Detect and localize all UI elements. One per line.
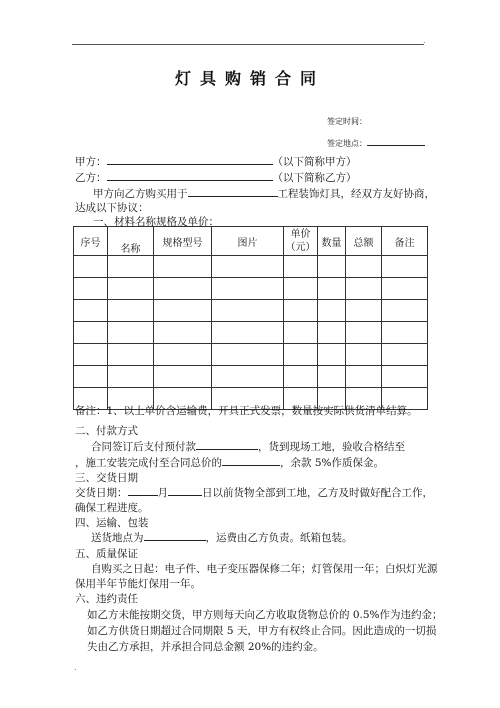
table-cell bbox=[108, 300, 154, 322]
table-cell bbox=[382, 322, 428, 344]
table-cell bbox=[346, 344, 382, 366]
table-cell bbox=[382, 344, 428, 366]
table-cell bbox=[346, 278, 382, 300]
table-cell bbox=[318, 256, 346, 278]
table-cell bbox=[154, 366, 212, 388]
table-header-row bbox=[74, 227, 428, 256]
table-cell bbox=[108, 344, 154, 366]
table-cell bbox=[284, 366, 318, 388]
intro-part-2: 工程装饰灯具，经双方友好协商， bbox=[277, 188, 435, 200]
party-b-label: 乙方： bbox=[75, 172, 107, 184]
intro-line-1 bbox=[93, 186, 435, 201]
table-cell bbox=[108, 278, 154, 300]
table-cell bbox=[318, 322, 346, 344]
header-mark: . bbox=[423, 36, 426, 45]
intro-line-2: 达成以下协议： bbox=[75, 202, 149, 214]
table-cell bbox=[74, 278, 108, 300]
section-3-line-2: 确保工程进度。 bbox=[75, 502, 149, 514]
table-cell bbox=[212, 278, 284, 300]
table-cell bbox=[212, 366, 284, 388]
table-cell bbox=[154, 344, 212, 366]
table-cell bbox=[212, 322, 284, 344]
table-cell bbox=[284, 322, 318, 344]
party-a-line bbox=[75, 154, 357, 169]
month-blank bbox=[128, 486, 158, 496]
table-row bbox=[74, 366, 428, 388]
table-cell bbox=[346, 256, 382, 278]
table-cell bbox=[74, 256, 108, 278]
col-header-quantity: 数量 bbox=[318, 227, 346, 256]
section-6-line-1: 如乙方未能按期交货，甲方则每天向乙方收取货物总价的 0.5%作为违约金； bbox=[87, 609, 443, 621]
table-cell bbox=[154, 322, 212, 344]
footer-mark: . bbox=[74, 663, 77, 672]
delivery-place-blank bbox=[144, 531, 206, 541]
col-header-total: 总额 bbox=[346, 227, 382, 256]
col-header-index: 序号 bbox=[74, 227, 108, 256]
sign-time-label: 签定时间： bbox=[327, 117, 367, 126]
section-4-line-1: 送货地点为 ，运费由乙方负责。纸箱包装。 bbox=[91, 532, 353, 544]
table-cell bbox=[284, 278, 318, 300]
party-a-blank bbox=[107, 155, 273, 165]
section-5-line-1: 自购买之日起：电子件、电子变压器保修二年；灯管保用一年；白炽灯光源 bbox=[91, 563, 438, 575]
page-title: 灯具购销合同 bbox=[174, 69, 325, 88]
section-2-line-1: 合同签订后支付预付款 ，货到现场工地，验收合格结至 bbox=[91, 441, 405, 453]
col-header-spec: 规格型号 bbox=[154, 227, 212, 256]
section-2-line-2: ，施工安装完成付至合同总价的 ，余款 5%作质保金。 bbox=[75, 457, 384, 469]
table-cell bbox=[346, 300, 382, 322]
table-cell bbox=[212, 344, 284, 366]
table-cell bbox=[318, 366, 346, 388]
section-3-line-1: 交货日期： 月 日以前货物全部到工地，乙方及时做好配合工作， bbox=[75, 487, 433, 499]
table-cell bbox=[318, 278, 346, 300]
intro-blank bbox=[188, 187, 278, 197]
table-cell bbox=[284, 344, 318, 366]
sign-place-label: 签定地点： bbox=[327, 139, 367, 148]
table-cell bbox=[318, 344, 346, 366]
day-blank bbox=[168, 486, 202, 496]
party-a-note: （以下简称甲方） bbox=[272, 156, 357, 168]
table-cell bbox=[212, 300, 284, 322]
percent-blank bbox=[222, 456, 280, 466]
table-cell bbox=[318, 300, 346, 322]
table-cell bbox=[74, 366, 108, 388]
header-rule bbox=[72, 44, 424, 45]
materials-table bbox=[73, 226, 428, 410]
table-row bbox=[74, 278, 428, 300]
section-3-heading: 三、交货日期 bbox=[75, 472, 138, 484]
col-header-name: 名称 bbox=[108, 227, 154, 256]
table-cell bbox=[346, 366, 382, 388]
table-cell bbox=[382, 278, 428, 300]
party-b-blank bbox=[107, 171, 273, 181]
table-cell bbox=[284, 256, 318, 278]
table-cell bbox=[212, 256, 284, 278]
table-cell bbox=[154, 278, 212, 300]
table-cell bbox=[154, 300, 212, 322]
table-row bbox=[74, 322, 428, 344]
table-cell bbox=[108, 322, 154, 344]
table-row bbox=[74, 300, 428, 322]
section-5-heading: 五、质量保证 bbox=[75, 548, 138, 560]
col-header-remark: 备注 bbox=[382, 227, 428, 256]
table-cell bbox=[346, 322, 382, 344]
section-1-heading: 一、材料名称规格及单价： bbox=[93, 216, 219, 228]
table-cell bbox=[108, 366, 154, 388]
party-a-label: 甲方： bbox=[75, 156, 107, 168]
section-6-line-3: 失由乙方承担，并承担合同总金额 20%的违约金。 bbox=[87, 641, 324, 653]
table-cell bbox=[382, 366, 428, 388]
sign-place-blank bbox=[367, 136, 425, 146]
sign-place bbox=[327, 136, 425, 149]
section-6-heading: 六、违约责任 bbox=[75, 593, 138, 605]
table-cell bbox=[74, 344, 108, 366]
section-6-line-2: 如乙方供货日期超过合同期限 5 天，甲方有权终止合同。因此造成的一切损 bbox=[87, 625, 437, 637]
prepayment-blank bbox=[196, 440, 258, 450]
table-cell bbox=[382, 256, 428, 278]
table-cell bbox=[108, 256, 154, 278]
table-cell bbox=[74, 322, 108, 344]
col-header-picture: 图片 bbox=[212, 227, 284, 256]
table-row bbox=[74, 256, 428, 278]
party-b-note: （以下简称乙方） bbox=[272, 172, 357, 184]
section-2-heading: 二、付款方式 bbox=[75, 425, 138, 437]
table-cell bbox=[382, 300, 428, 322]
remark: 备注：1、以上单价含运输费，开具正式发票，数量按实际供货清单结算。 bbox=[75, 405, 418, 417]
intro-part-1: 甲方向乙方购买用于 bbox=[93, 188, 188, 200]
section-5-line-2: 保用半年节能灯保用一年。 bbox=[75, 578, 201, 590]
table-cell bbox=[284, 300, 318, 322]
table-cell bbox=[74, 300, 108, 322]
table-row bbox=[74, 344, 428, 366]
party-b-line bbox=[75, 170, 357, 185]
table-cell bbox=[154, 256, 212, 278]
col-header-unit-price: 单价（元） bbox=[284, 227, 318, 256]
section-4-heading: 四、运输、包装 bbox=[75, 517, 149, 529]
